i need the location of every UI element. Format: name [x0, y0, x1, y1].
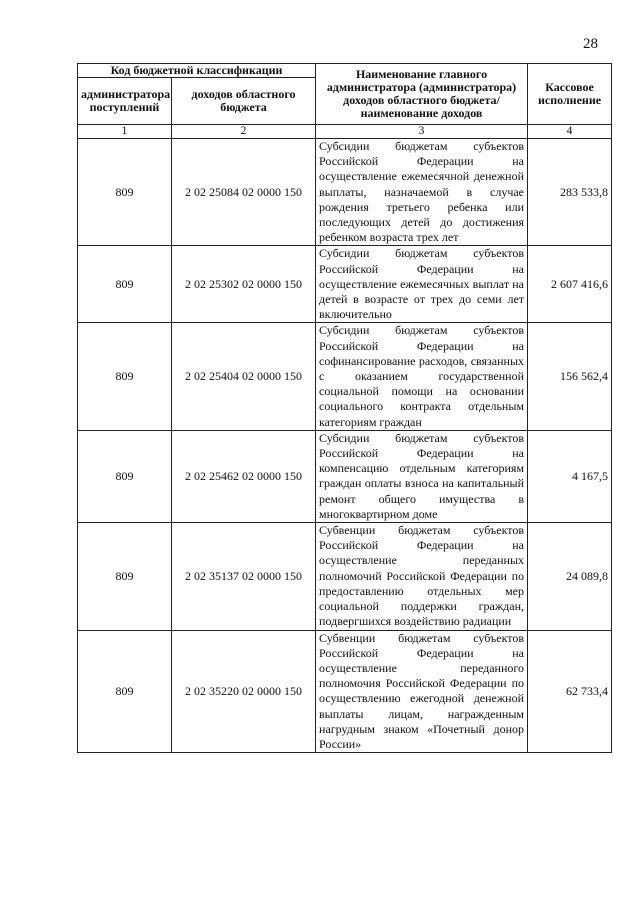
admin-code: 809 — [78, 139, 172, 246]
execution-amount: 2 607 416,6 — [528, 246, 612, 323]
income-name: Субсидии бюджетам субъектов Российской Федерации на осуществление ежемесячных выплат на детей в возрасте от трех до семи лет включительно — [316, 246, 528, 323]
header-classification-code: Код бюджетной классификации — [78, 64, 316, 78]
header-name: Наименование главного администратора (администратора) доходов областного бюджета/ наименование доходов — [316, 64, 528, 125]
income-name: Субвенции бюджетам субъектов Российской Федерации на осуществление переданного полномочия Российской Федерации по осуществлению ежегодной денежной выплаты лицам, награжденным нагрудным знаком «Почетный донор России» — [316, 630, 528, 753]
table-row — [78, 323, 612, 430]
execution-amount: 4 167,5 — [528, 430, 612, 522]
income-code: 2 02 25302 02 0000 150 — [172, 246, 316, 323]
execution-amount: 62 733,4 — [528, 630, 612, 753]
page-number: 28 — [583, 36, 598, 52]
column-number: 4 — [528, 125, 612, 139]
admin-code: 809 — [78, 246, 172, 323]
column-number: 1 — [78, 125, 172, 139]
admin-code: 809 — [78, 323, 172, 430]
execution-amount: 283 533,8 — [528, 139, 612, 246]
header-execution: Кассовое исполнение — [528, 64, 612, 125]
column-number: 3 — [316, 125, 528, 139]
execution-amount: 24 089,8 — [528, 523, 612, 630]
budget-table — [77, 63, 612, 753]
admin-code: 809 — [78, 430, 172, 522]
column-numbers-row — [78, 125, 612, 139]
admin-code: 809 — [78, 630, 172, 753]
table-row — [78, 430, 612, 522]
table-row — [78, 246, 612, 323]
table-row — [78, 630, 612, 753]
income-name: Субвенции бюджетам субъектов Российской Федерации на осуществление переданных полномочий Российской Федерации по предоставлению отдельных мер социальной поддержки граждан, подвергшихся воздействию радиации — [316, 523, 528, 630]
column-number: 2 — [172, 125, 316, 139]
income-name: Субсидии бюджетам субъектов Российской Федерации на софинансирование расходов, связанных с оказанием государственной социальной помощи на основании социального контракта отдельным категориям граждан — [316, 323, 528, 430]
income-code: 2 02 25404 02 0000 150 — [172, 323, 316, 430]
header-regional-income: доходов областного бюджета — [172, 78, 316, 125]
table-row — [78, 139, 612, 246]
income-name: Субсидии бюджетам субъектов Российской Федерации на компенсацию отдельным категориям граждан оплаты взноса на капитальный ремонт общего имущества в многоквартирном доме — [316, 430, 528, 522]
income-code: 2 02 25084 02 0000 150 — [172, 139, 316, 246]
income-code: 2 02 35137 02 0000 150 — [172, 523, 316, 630]
income-code: 2 02 25462 02 0000 150 — [172, 430, 316, 522]
execution-amount: 156 562,4 — [528, 323, 612, 430]
table-row — [78, 523, 612, 630]
admin-code: 809 — [78, 523, 172, 630]
income-name: Субсидии бюджетам субъектов Российской Федерации на осуществление ежемесячной денежной выплаты, назначаемой в случае рождения третьего ребенка или последующих детей до достижения ребенком возраста трех лет — [316, 139, 528, 246]
income-code: 2 02 35220 02 0000 150 — [172, 630, 316, 753]
header-admin-receipts: администратора поступлений — [78, 78, 172, 125]
